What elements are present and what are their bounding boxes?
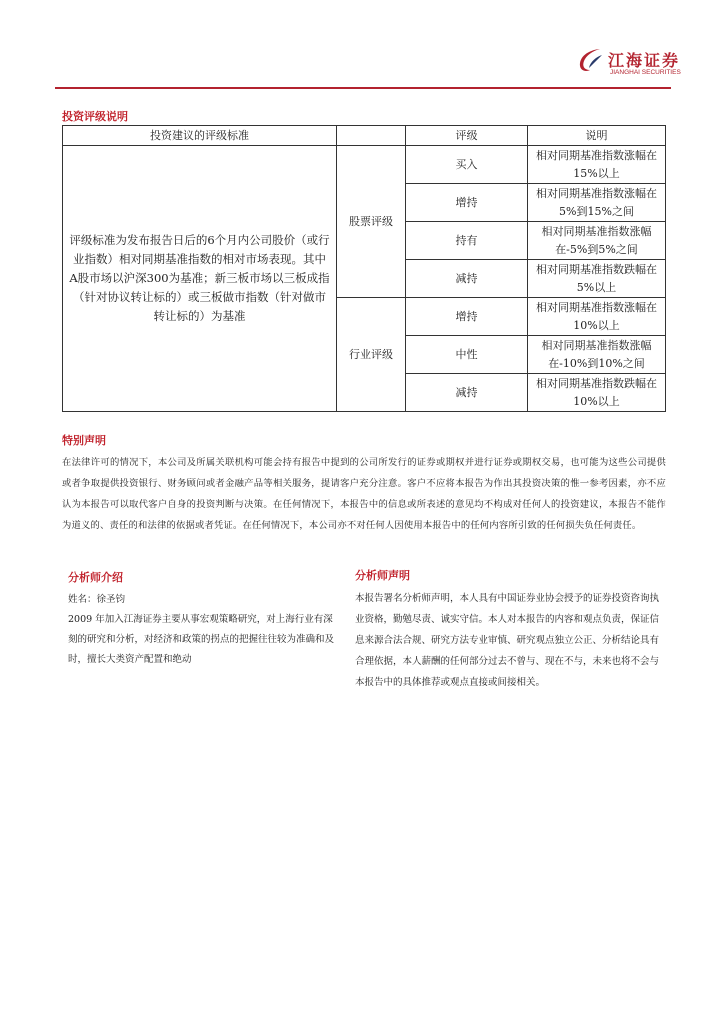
rating-table bbox=[62, 125, 666, 412]
analyst-intro bbox=[68, 568, 340, 670]
special-notice-title: 特别声明 bbox=[62, 434, 106, 447]
table-header-row bbox=[63, 126, 666, 146]
analyst-name: 姓名：徐圣钧 bbox=[68, 594, 126, 605]
header-rating: 评级 bbox=[406, 126, 528, 146]
brand-name-cn: 江海证券 bbox=[608, 51, 681, 70]
header-standard: 投资建议的评级标准 bbox=[63, 126, 337, 146]
swoosh-logo-icon bbox=[576, 46, 604, 74]
description-cell: 相对同期基准指数跌幅在10%以上 bbox=[528, 374, 666, 412]
rating-cell: 持有 bbox=[406, 222, 528, 260]
description-cell: 相对同期基准指数涨幅在-5%到5%之间 bbox=[528, 222, 666, 260]
header-category bbox=[337, 126, 406, 146]
header-description: 说明 bbox=[528, 126, 666, 146]
rating-standard-text: 评级标准为发布报告日后的6个月内公司股价（或行业指数）相对同期基准指数的相对市场表现。其中A股市场以沪深300为基准；新三板市场以三板成指（针对协议转让标的）或三板做市指数（针对做市转让标的）为基准 bbox=[63, 146, 337, 412]
rating-cell: 增持 bbox=[406, 184, 528, 222]
rating-cell: 减持 bbox=[406, 374, 528, 412]
analyst-statement bbox=[355, 566, 667, 693]
header-divider bbox=[55, 87, 671, 89]
special-notice-text: 在法律许可的情况下，本公司及所属关联机构可能会持有报告中提到的公司所发行的证券或期权并进行证券或期权交易，也可能为这些公司提供或者争取提供投资银行、财务顾问或者金融产品等相关服务，提请客户充分注意。客户不应将本报告为作出其投资决策的惟一参考因素，亦不应认为本报告可以取代客户自身的投资判断与决策。在任何情况下，本报告中的信息或所表述的意见均不构成对任何人的投资建议，本报告不能作为道义的、责任的和法律的依据或者凭证。在任何情况下，本公司亦不对任何人因使用本报告中的任何内容所引致的任何损失负任何责任。 bbox=[62, 457, 666, 531]
description-cell: 相对同期基准指数涨幅在15%以上 bbox=[528, 146, 666, 184]
rating-cell: 中性 bbox=[406, 336, 528, 374]
description-cell: 相对同期基准指数涨幅在-10%到10%之间 bbox=[528, 336, 666, 374]
stock-rating-label: 股票评级 bbox=[337, 146, 406, 298]
analyst-bio: 2009 年加入江海证券主要从事宏观策略研究，对上海行业有深刻的研究和分析，对经济和政策的拐点的把握往往较为准确和及时，擅长大类资产配置和绝动 bbox=[68, 614, 335, 665]
description-cell: 相对同期基准指数涨幅在10%以上 bbox=[528, 298, 666, 336]
rating-cell: 减持 bbox=[406, 260, 528, 298]
company-logo bbox=[576, 45, 686, 79]
brand-name-en: JIANGHAI SECURITIES bbox=[610, 69, 681, 76]
description-cell: 相对同期基准指数跌幅在5%以上 bbox=[528, 260, 666, 298]
analyst-statement-title: 分析师声明 bbox=[355, 569, 410, 582]
industry-rating-label: 行业评级 bbox=[337, 298, 406, 412]
table-row bbox=[63, 146, 666, 184]
rating-cell: 增持 bbox=[406, 298, 528, 336]
rating-cell: 买入 bbox=[406, 146, 528, 184]
analyst-intro-title: 分析师介绍 bbox=[68, 571, 123, 584]
rating-section-title: 投资评级说明 bbox=[62, 110, 128, 123]
analyst-statement-text: 本报告署名分析师声明，本人具有中国证券业协会授予的证券投资咨询执业资格，勤勉尽责、诚实守信。本人对本报告的内容和观点负责，保证信息来源合法合规、研究方法专业审慎、研究观点独立公正、分析结论具有合理依据，本人薪酬的任何部分过去不曾与、现在不与，未来也将不会与本报告中的具体推荐或观点直接或间接相关。 bbox=[355, 593, 660, 688]
description-cell: 相对同期基准指数涨幅在5%到15%之间 bbox=[528, 184, 666, 222]
